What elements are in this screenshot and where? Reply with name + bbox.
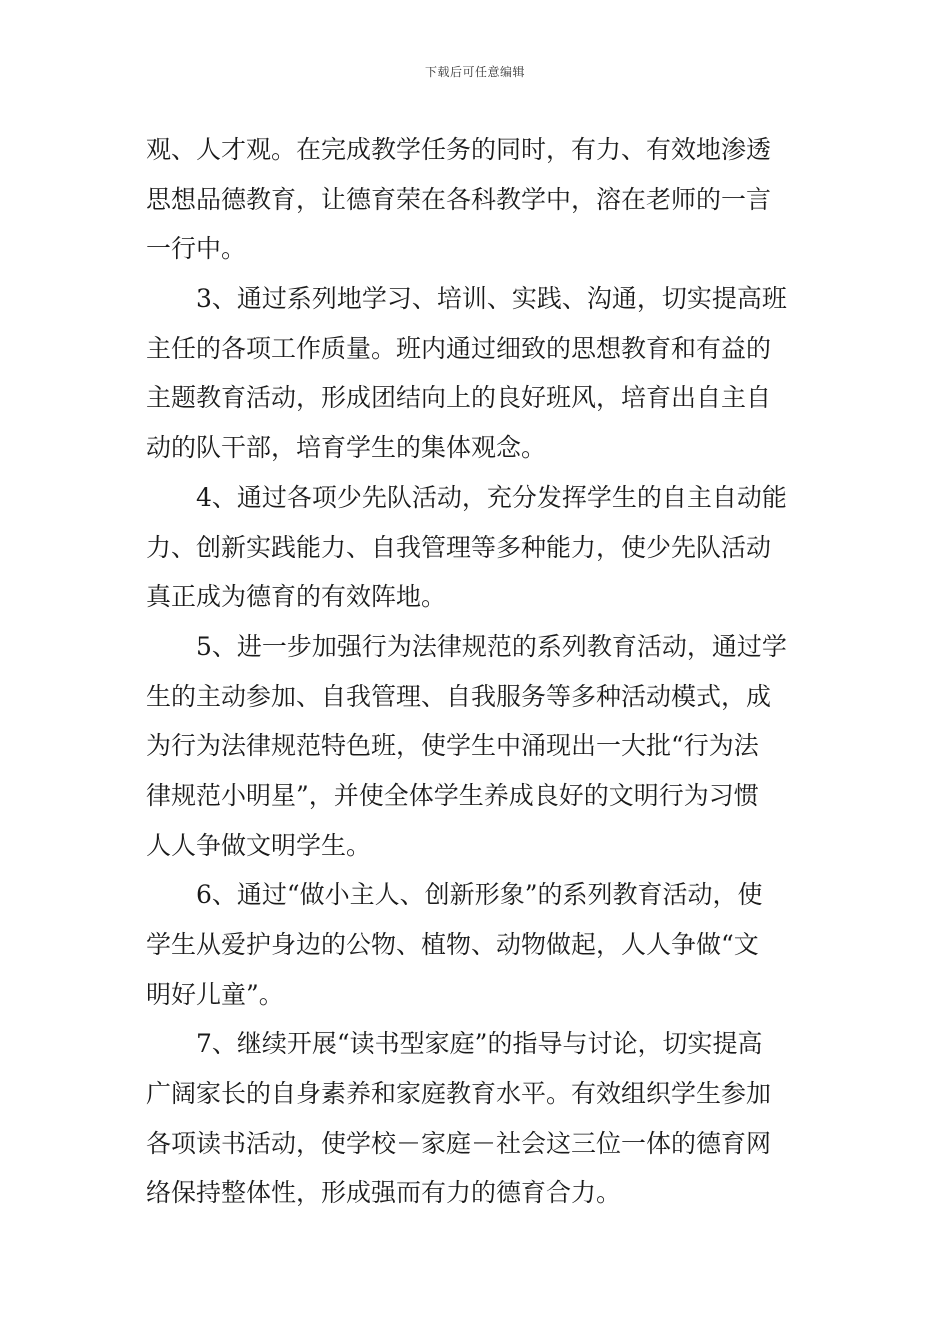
- text-line: 生的主动参加、自我管理、自我服务等多种活动模式，成: [146, 681, 772, 711]
- text-line: 力、创新实践能力、自我管理等多种能力，使少先队活动: [146, 532, 772, 562]
- text-line: 3、通过系列地学习、培训、实践、沟通，切实提高班: [196, 284, 787, 314]
- text-line: 各项读书活动，使学校－家庭－社会这三位一体的德育网: [146, 1128, 772, 1158]
- text-line: 主题教育活动，形成团结向上的良好班风，培育出自主自: [146, 383, 772, 413]
- document-body: [146, 125, 808, 1218]
- text-line: 络保持整体性，形成强而有力的德育合力。: [146, 1178, 622, 1208]
- text-line: 为行为法律规范特色班，使学生中涌现出一大批“行为法: [146, 731, 759, 761]
- text-line: 真正成为德育的有效阵地。: [146, 582, 447, 612]
- text-line: 一行中。: [146, 234, 247, 264]
- text-line: 7、继续开展“读书型家庭”的指导与讨论，切实提高: [196, 1029, 763, 1059]
- text-line: 广阔家长的自身素养和家庭教育水平。有效组织学生参加: [146, 1079, 772, 1109]
- text-line: 5、进一步加强行为法律规范的系列教育活动，通过学: [196, 631, 787, 661]
- text-line: 动的队干部，培育学生的集体观念。: [146, 433, 547, 463]
- text-line: 4、通过各项少先队活动，充分发挥学生的自主自动能: [196, 482, 787, 512]
- page-header-note: 下载后可任意编辑: [424, 65, 525, 79]
- text-line: 观、人才观。在完成教学任务的同时，有力、有效地渗透: [146, 135, 772, 164]
- text-line: 学生从爱护身边的公物、植物、动物做起，人人争做“文: [146, 930, 759, 959]
- text-line: 思想品德教育，让德育荣在各科教学中，溶在老师的一言: [146, 184, 772, 214]
- text-line: 6、通过“做小主人、创新形象”的系列教育活动，使: [196, 880, 763, 910]
- text-line: 律规范小明星”，并使全体学生养成良好的文明行为习惯: [146, 780, 759, 810]
- text-line: 明好儿童”。: [146, 979, 284, 1009]
- text-line: 主任的各项工作质量。班内通过细致的思想教育和有益的: [146, 333, 772, 363]
- text-line: 人人争做文明学生。: [146, 830, 372, 860]
